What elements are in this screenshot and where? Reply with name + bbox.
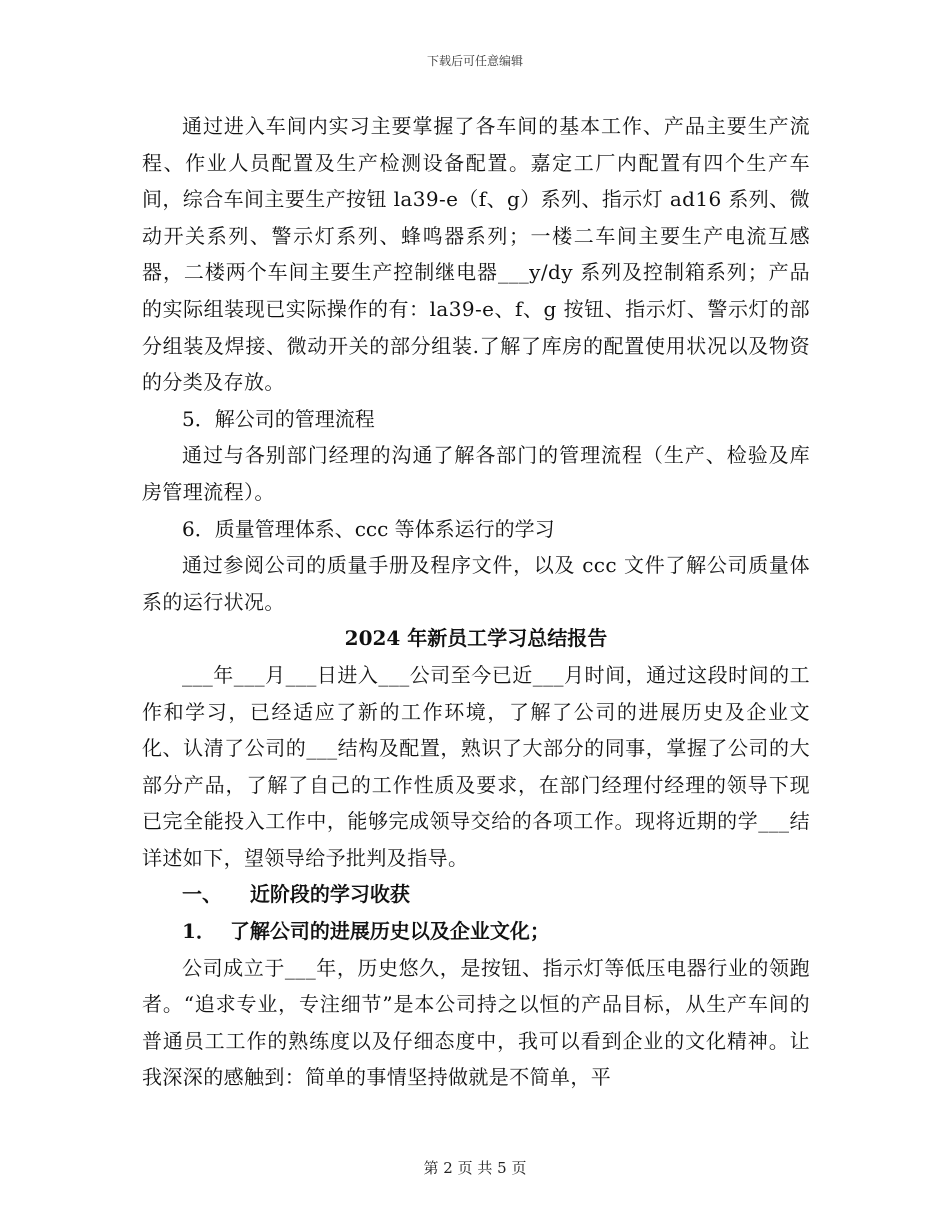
subsection-heading-company-history: 1． 了解公司的进展历史以及企业文化； xyxy=(182,919,550,944)
list-item-management-process: 5．解公司的管理流程 xyxy=(182,406,375,431)
list-item-quality-system: 6．质量管理体系、ccc 等体系运行的学习 xyxy=(182,516,555,541)
paragraph-management-process: 通过与各别部门经理的沟通了解各部门的管理流程（生产、检验及库房管理流程）。 xyxy=(142,443,810,504)
document-body xyxy=(142,108,810,1096)
paragraph-quality-system: 通过参阅公司的质量手册及程序文件，以及 ccc 文件了解公司质量体系的运行状况。 xyxy=(142,553,810,614)
paragraph-company-history: 公司成立于___年，历史悠久，是按钮、指示灯等低压电器行业的领跑者。“追求专业，专注细节”是本公司持之以恒的产品目标，从生产车间的普通员工工作的熟练度以及仔细态度中，我可以看到企业的文化精神。让我深深的感触到：简单的事情坚持做就是不简单，平 xyxy=(142,955,810,1090)
page-footer: 第 2 页 共 5 页 xyxy=(423,1159,527,1177)
paragraph-intro: ___年___月___日进入___公司至今已近___月时间，通过这段时间的工作和学习，已经适应了新的工作环境，了解了公司的进展历史及企业文化、认清了公司的___结构及配置，熟识了大部分的同事，掌握了公司的大部分产品，了解了自己的工作性质及要求，在部门经理付经理的领导下现已完全能投入工作中，能够完成领导交给的各项工作。现将近期的学___结详述如下，望领导给予批判及指导。 xyxy=(142,662,810,870)
section-heading-learning-gains: 一、 近阶段的学习收获 xyxy=(182,882,410,907)
page-header: 下载后可任意编辑 xyxy=(426,54,523,68)
report-title: 2024 年新员工学习总结报告 xyxy=(344,626,608,651)
paragraph-workshop-internship: 通过进入车间内实习主要掌握了各车间的基本工作、产品主要生产流程、作业人员配置及生产检测设备配置。嘉定工厂内配置有四个生产车间，综合车间主要生产按钮 la39-e（f、g）系列、指示灯 ad16 系列、微动开关系列、警示灯系列、蜂鸣器系列；一楼二车间主要生产电流互感器，二楼两个车间主要生产控制继电器___y/dy 系列及控制箱系列；产品的实际组装现已实际操作的有：la39-e、f、g 按钮、指示灯、警示灯的部分组装及焊接、微动开关的部分组装.了解了库房的配置使用状况以及物资的分类及存放。 xyxy=(142,114,810,395)
